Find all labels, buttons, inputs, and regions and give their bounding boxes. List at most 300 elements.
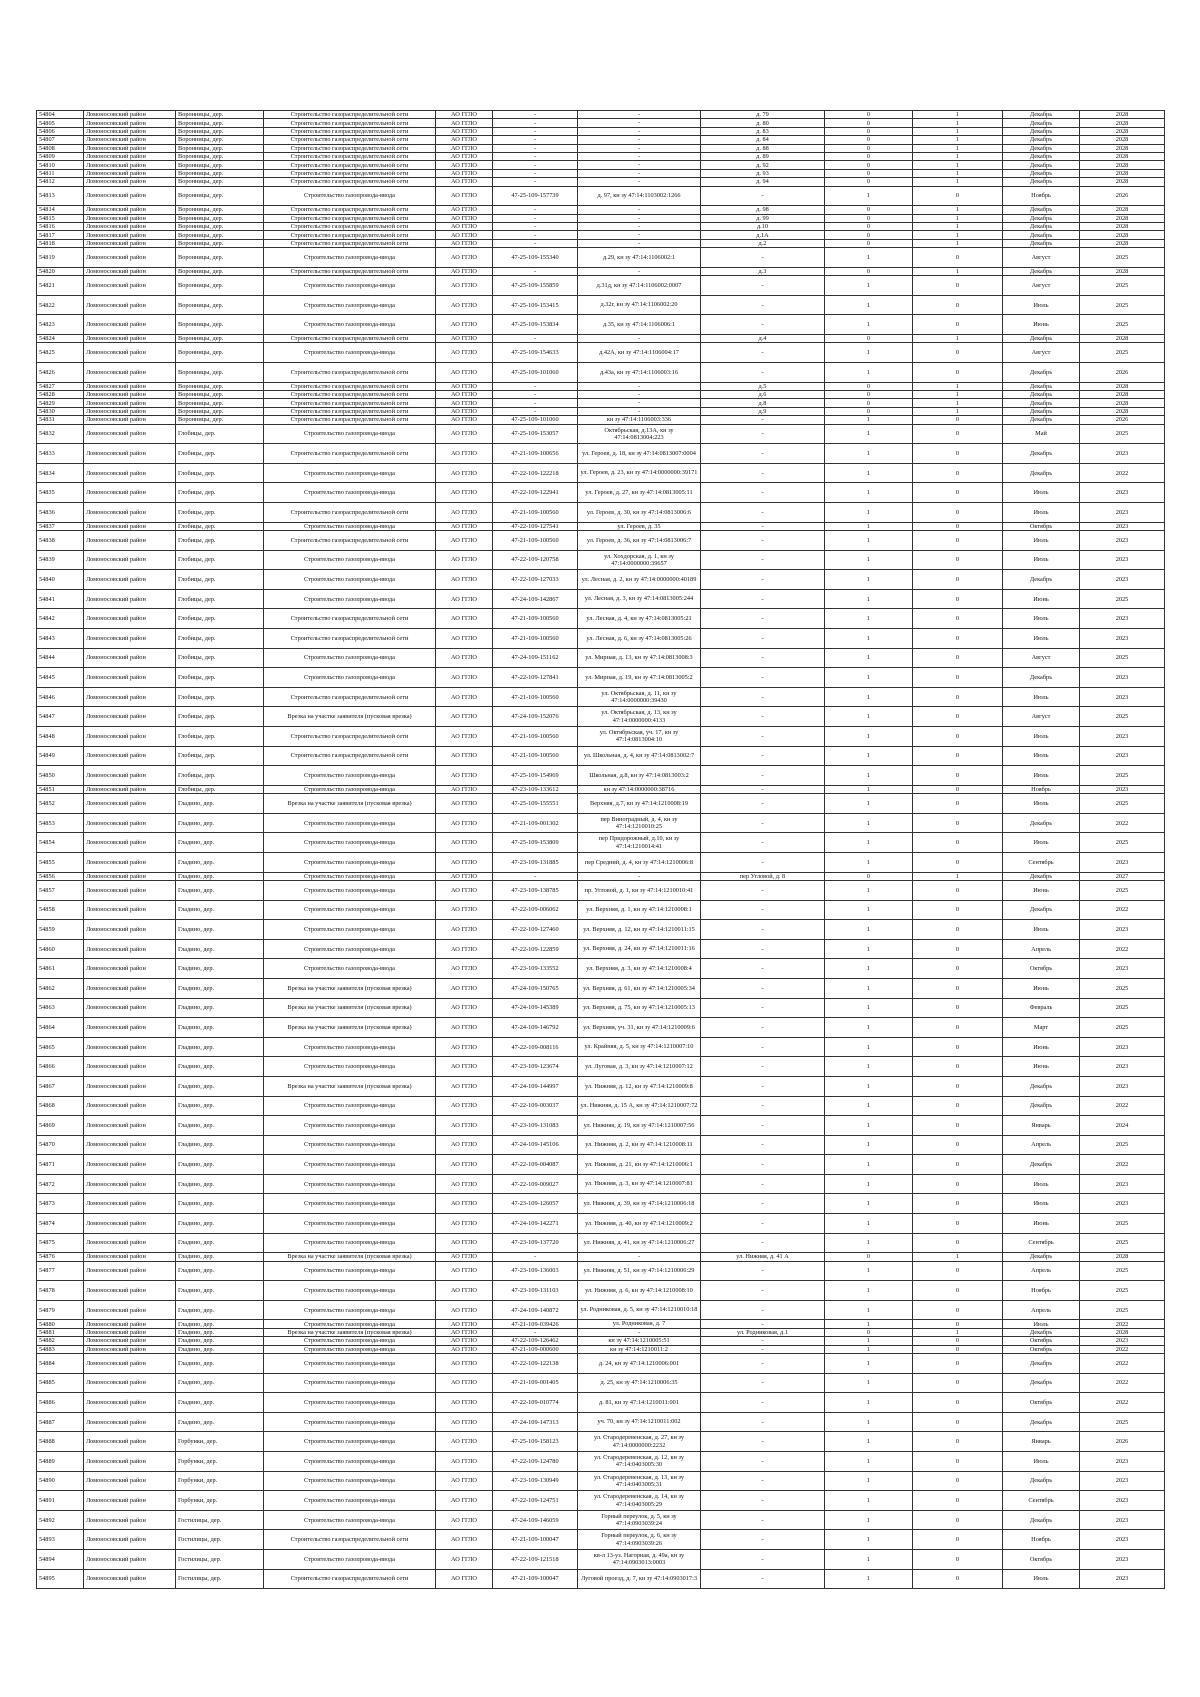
table-row — [37, 629, 1165, 649]
cell-year: 2028 — [1080, 153, 1165, 161]
gasification-schedule-table — [36, 110, 1165, 1589]
cell-cadastral-address: д. 24, кн зу 47:14:1210006:001 — [578, 1354, 701, 1374]
table-row — [37, 206, 1165, 214]
cell-settlement: Гладино, дер. — [176, 852, 264, 872]
cell-flag-a: 1 — [825, 1096, 913, 1116]
cell-cadastral-address: ул. Нижняя, д. 3, кн зу 47:14:1210007:81 — [578, 1174, 701, 1194]
cell-row-number: 54853 — [37, 813, 84, 833]
cell-organization: АО ГГЛО — [436, 463, 493, 483]
cell-district: Ломоносовский район — [84, 1491, 176, 1511]
cell-flag-a: 1 — [825, 589, 913, 609]
cell-year: 2023 — [1080, 1337, 1165, 1345]
cell-work-type: Строительство газораспределительной сети — [264, 153, 436, 161]
cell-address: д. 80 — [701, 119, 825, 127]
cell-flag-b: 0 — [913, 880, 1003, 900]
cell-application-number: 47-21-109-100560 — [493, 629, 578, 649]
cell-cadastral-address: - — [578, 1328, 701, 1336]
cell-flag-b: 0 — [913, 939, 1003, 959]
cell-flag-a: 0 — [825, 391, 913, 399]
table-row — [37, 1281, 1165, 1301]
cell-flag-a: 1 — [825, 1057, 913, 1077]
cell-row-number: 54810 — [37, 161, 84, 169]
cell-month: Июль — [1003, 746, 1080, 766]
cell-address: ул. Нижняя, д. 41 А — [701, 1253, 825, 1261]
cell-settlement: Глобицы, дер. — [176, 707, 264, 727]
cell-row-number: 54821 — [37, 276, 84, 296]
cell-application-number: 47-25-109-153834 — [493, 315, 578, 335]
cell-work-type: Строительство газопровода-ввода — [264, 766, 436, 786]
cell-month: Июнь — [1003, 315, 1080, 335]
cell-cadastral-address: ул. Верхняя, д. 61, кн зу 47:14:1210005:34 — [578, 978, 701, 998]
cell-month: Декабрь — [1003, 153, 1080, 161]
cell-flag-a: 1 — [825, 1320, 913, 1328]
cell-settlement: Воронницы, дер. — [176, 153, 264, 161]
cell-address: д. 89 — [701, 153, 825, 161]
cell-work-type: Строительство газопровода-ввода — [264, 900, 436, 920]
cell-work-type: Строительство газопровода-ввода — [264, 589, 436, 609]
cell-month: Декабрь — [1003, 161, 1080, 169]
cell-address: пер Угловой, д. 8 — [701, 872, 825, 880]
cell-settlement: Глобицы, дер. — [176, 668, 264, 688]
cell-row-number: 54848 — [37, 727, 84, 747]
cell-flag-b: 0 — [913, 1057, 1003, 1077]
cell-year: 2028 — [1080, 335, 1165, 343]
cell-organization: АО ГГЛО — [436, 161, 493, 169]
cell-settlement: Воронницы, дер. — [176, 127, 264, 135]
cell-organization: АО ГГЛО — [436, 1214, 493, 1234]
cell-settlement: Гладино, дер. — [176, 880, 264, 900]
cell-flag-a: 0 — [825, 144, 913, 152]
cell-work-type: Врезка на участке заявителя (пусковая врезка) — [264, 1253, 436, 1261]
cell-organization: АО ГГЛО — [436, 503, 493, 523]
cell-application-number: 47-23-109-131103 — [493, 1281, 578, 1301]
cell-work-type: Строительство газопровода-ввода — [264, 1261, 436, 1281]
cell-work-type: Строительство газораспределительной сети — [264, 687, 436, 707]
cell-flag-a: 1 — [825, 920, 913, 940]
cell-month: Декабрь — [1003, 169, 1080, 177]
cell-row-number: 54825 — [37, 343, 84, 363]
cell-application-number: 47-25-109-101060 — [493, 416, 578, 424]
cell-flag-b: 0 — [913, 315, 1003, 335]
cell-month: Июнь — [1003, 1057, 1080, 1077]
cell-year: 2022 — [1080, 1155, 1165, 1175]
cell-month: Июль — [1003, 609, 1080, 629]
cell-district: Ломоносовский район — [84, 153, 176, 161]
cell-application-number: 47-25-109-155340 — [493, 248, 578, 268]
cell-district: Ломоносовский район — [84, 668, 176, 688]
cell-flag-a: 1 — [825, 687, 913, 707]
cell-district: Ломоносовский район — [84, 407, 176, 415]
cell-district: Ломоносовский район — [84, 1155, 176, 1175]
cell-flag-a: 1 — [825, 1354, 913, 1374]
cell-organization: АО ГГЛО — [436, 407, 493, 415]
cell-address: д. 92 — [701, 161, 825, 169]
cell-address: - — [701, 1116, 825, 1136]
cell-settlement: Гладино, дер. — [176, 1096, 264, 1116]
cell-address: - — [701, 531, 825, 551]
cell-month: Октябрь — [1003, 1550, 1080, 1570]
cell-row-number: 54823 — [37, 315, 84, 335]
cell-application-number: 47-23-109-131885 — [493, 852, 578, 872]
cell-row-number: 54818 — [37, 239, 84, 247]
cell-month: Декабрь — [1003, 1510, 1080, 1530]
cell-flag-a: 1 — [825, 463, 913, 483]
cell-flag-a: 1 — [825, 1530, 913, 1550]
cell-row-number: 54828 — [37, 391, 84, 399]
cell-flag-b: 1 — [913, 119, 1003, 127]
cell-organization: АО ГГЛО — [436, 1530, 493, 1550]
cell-year: 2022 — [1080, 1393, 1165, 1413]
cell-flag-a: 1 — [825, 1018, 913, 1038]
cell-year: 2025 — [1080, 343, 1165, 363]
cell-address: - — [701, 589, 825, 609]
cell-month: Декабрь — [1003, 127, 1080, 135]
table-row — [37, 785, 1165, 793]
cell-year: 2022 — [1080, 939, 1165, 959]
cell-application-number: 47-24-109-146059 — [493, 1510, 578, 1530]
cell-row-number: 54807 — [37, 136, 84, 144]
cell-application-number: 47-22-109-127033 — [493, 570, 578, 590]
cell-settlement: Гладино, дер. — [176, 794, 264, 814]
cell-settlement: Воронницы, дер. — [176, 214, 264, 222]
cell-row-number: 54808 — [37, 144, 84, 152]
cell-month: Октябрь — [1003, 1345, 1080, 1353]
cell-year: 2023 — [1080, 852, 1165, 872]
cell-cadastral-address: - — [578, 382, 701, 390]
cell-work-type: Строительство газораспределительной сети — [264, 727, 436, 747]
table-row — [37, 315, 1165, 335]
cell-year: 2028 — [1080, 214, 1165, 222]
cell-year: 2023 — [1080, 570, 1165, 590]
cell-flag-a: 1 — [825, 1261, 913, 1281]
cell-cadastral-address: ул. Хохдорская, д. 1, кн зу 47:14:0000000:39657 — [578, 550, 701, 570]
cell-work-type: Строительство газопровода-ввода — [264, 295, 436, 315]
cell-organization: АО ГГЛО — [436, 531, 493, 551]
cell-work-type: Строительство газопровода-ввода — [264, 1337, 436, 1345]
cell-flag-a: 1 — [825, 794, 913, 814]
cell-settlement: Гладино, дер. — [176, 920, 264, 940]
cell-settlement: Гостилицы, дер. — [176, 1550, 264, 1570]
cell-flag-b: 0 — [913, 1116, 1003, 1136]
cell-row-number: 54838 — [37, 531, 84, 551]
cell-address: - — [701, 813, 825, 833]
cell-flag-b: 0 — [913, 1337, 1003, 1345]
cell-district: Ломоносовский район — [84, 920, 176, 940]
cell-flag-a: 0 — [825, 382, 913, 390]
cell-month: Июль — [1003, 687, 1080, 707]
cell-row-number: 54874 — [37, 1214, 84, 1234]
cell-work-type: Строительство газопровода-ввода — [264, 1510, 436, 1530]
table-row — [37, 231, 1165, 239]
cell-flag-a: 1 — [825, 315, 913, 335]
cell-month: Апрель — [1003, 1300, 1080, 1320]
cell-organization: АО ГГЛО — [436, 570, 493, 590]
cell-address: - — [701, 852, 825, 872]
cell-application-number: 47-22-109-124751 — [493, 1491, 578, 1511]
cell-cadastral-address: - — [578, 223, 701, 231]
cell-work-type: Строительство газораспределительной сети — [264, 136, 436, 144]
cell-application-number: 47-21-109-001405 — [493, 1373, 578, 1393]
cell-month: Декабрь — [1003, 178, 1080, 186]
cell-organization: АО ГГЛО — [436, 1337, 493, 1345]
cell-address: - — [701, 1337, 825, 1345]
cell-flag-b: 0 — [913, 1510, 1003, 1530]
cell-district: Ломоносовский район — [84, 978, 176, 998]
cell-address: - — [701, 315, 825, 335]
cell-year: 2023 — [1080, 1076, 1165, 1096]
cell-application-number: 47-22-109-127460 — [493, 920, 578, 940]
cell-work-type: Строительство газопровода-ввода — [264, 1037, 436, 1057]
cell-year: 2023 — [1080, 687, 1165, 707]
cell-district: Ломоносовский район — [84, 169, 176, 177]
cell-settlement: Гостилицы, дер. — [176, 1569, 264, 1589]
cell-district: Ломоносовский район — [84, 1510, 176, 1530]
cell-row-number: 54806 — [37, 127, 84, 135]
cell-work-type: Врезка на участке заявителя (пусковая врезка) — [264, 978, 436, 998]
cell-flag-b: 0 — [913, 1354, 1003, 1374]
cell-settlement: Воронницы, дер. — [176, 248, 264, 268]
cell-row-number: 54837 — [37, 522, 84, 530]
cell-cadastral-address: - — [578, 178, 701, 186]
cell-cadastral-address: ул. Нижняя, д. 6, кн зу 47:14:1210008:10 — [578, 1281, 701, 1301]
table-row — [37, 978, 1165, 998]
cell-flag-b: 0 — [913, 648, 1003, 668]
cell-flag-b: 1 — [913, 178, 1003, 186]
cell-application-number: 47-22-109-127541 — [493, 522, 578, 530]
cell-address: д.2 — [701, 239, 825, 247]
cell-cadastral-address: - — [578, 335, 701, 343]
cell-organization: АО ГГЛО — [436, 214, 493, 222]
cell-year: 2025 — [1080, 1281, 1165, 1301]
cell-organization: АО ГГЛО — [436, 872, 493, 880]
cell-row-number: 54805 — [37, 119, 84, 127]
cell-settlement: Глобицы, дер. — [176, 766, 264, 786]
cell-organization: АО ГГЛО — [436, 382, 493, 390]
cell-year: 2028 — [1080, 161, 1165, 169]
cell-flag-b: 0 — [913, 343, 1003, 363]
cell-row-number: 54809 — [37, 153, 84, 161]
table-row — [37, 1432, 1165, 1452]
table-row — [37, 852, 1165, 872]
cell-organization: АО ГГЛО — [436, 399, 493, 407]
cell-month: Апрель — [1003, 1261, 1080, 1281]
cell-row-number: 54873 — [37, 1194, 84, 1214]
cell-organization: АО ГГЛО — [436, 998, 493, 1018]
cell-cadastral-address: - — [578, 231, 701, 239]
cell-district: Ломоносовский район — [84, 813, 176, 833]
cell-application-number: - — [493, 267, 578, 275]
cell-settlement: Глобицы, дер. — [176, 687, 264, 707]
cell-cadastral-address: ул. Героев, д. 35 — [578, 522, 701, 530]
cell-application-number: 47-22-109-008116 — [493, 1037, 578, 1057]
cell-district: Ломоносовский район — [84, 223, 176, 231]
table-row — [37, 794, 1165, 814]
cell-district: Ломоносовский район — [84, 570, 176, 590]
cell-flag-b: 0 — [913, 550, 1003, 570]
cell-year: 2028 — [1080, 239, 1165, 247]
cell-year: 2025 — [1080, 707, 1165, 727]
cell-district: Ломоносовский район — [84, 382, 176, 390]
cell-flag-b: 0 — [913, 295, 1003, 315]
cell-month: Декабрь — [1003, 391, 1080, 399]
cell-month: Июль — [1003, 531, 1080, 551]
cell-work-type: Строительство газопровода-ввода — [264, 785, 436, 793]
cell-flag-b: 0 — [913, 959, 1003, 979]
cell-organization: АО ГГЛО — [436, 444, 493, 464]
cell-row-number: 54864 — [37, 1018, 84, 1038]
cell-year: 2028 — [1080, 223, 1165, 231]
cell-work-type: Врезка на участке заявителя (пусковая врезка) — [264, 794, 436, 814]
cell-settlement: Глобицы, дер. — [176, 609, 264, 629]
cell-settlement: Гладино, дер. — [176, 1135, 264, 1155]
cell-address: ул. Родниковая, д.1 — [701, 1328, 825, 1336]
cell-settlement: Горбунки, дер. — [176, 1452, 264, 1472]
table-row — [37, 522, 1165, 530]
cell-flag-a: 1 — [825, 483, 913, 503]
cell-application-number: - — [493, 178, 578, 186]
cell-application-number: 47-24-109-145389 — [493, 998, 578, 1018]
cell-application-number: - — [493, 223, 578, 231]
cell-month: Август — [1003, 343, 1080, 363]
cell-address: - — [701, 629, 825, 649]
cell-organization: АО ГГЛО — [436, 424, 493, 444]
cell-row-number: 54892 — [37, 1510, 84, 1530]
cell-application-number: - — [493, 214, 578, 222]
cell-settlement: Глобицы, дер. — [176, 444, 264, 464]
cell-settlement: Глобицы, дер. — [176, 727, 264, 747]
cell-flag-a: 0 — [825, 223, 913, 231]
cell-month: Декабрь — [1003, 407, 1080, 415]
cell-month: Декабрь — [1003, 416, 1080, 424]
cell-row-number: 54815 — [37, 214, 84, 222]
cell-flag-b: 0 — [913, 998, 1003, 1018]
cell-district: Ломоносовский район — [84, 424, 176, 444]
table-row — [37, 1550, 1165, 1570]
cell-flag-b: 1 — [913, 206, 1003, 214]
cell-row-number: 54812 — [37, 178, 84, 186]
cell-organization: АО ГГЛО — [436, 766, 493, 786]
cell-flag-b: 0 — [913, 1037, 1003, 1057]
cell-flag-b: 0 — [913, 766, 1003, 786]
cell-settlement: Воронницы, дер. — [176, 161, 264, 169]
cell-application-number: 47-22-109-009027 — [493, 1174, 578, 1194]
cell-district: Ломоносовский район — [84, 1337, 176, 1345]
cell-cadastral-address: д.31д, кн зу 47:14:1106002:0007 — [578, 276, 701, 296]
cell-year: 2023 — [1080, 609, 1165, 629]
cell-year: 2023 — [1080, 1491, 1165, 1511]
cell-year: 2026 — [1080, 186, 1165, 206]
cell-district: Ломоносовский район — [84, 1300, 176, 1320]
cell-row-number: 54847 — [37, 707, 84, 727]
cell-application-number: 47-23-109-136003 — [493, 1261, 578, 1281]
cell-work-type: Врезка на участке заявителя (пусковая врезка) — [264, 1018, 436, 1038]
cell-flag-a: 1 — [825, 248, 913, 268]
cell-month: Ноябрь — [1003, 785, 1080, 793]
cell-row-number: 54865 — [37, 1037, 84, 1057]
cell-cadastral-address: Горный переулок, д. 5, кн зу 47:14:0903039:24 — [578, 1510, 701, 1530]
cell-address: - — [701, 746, 825, 766]
cell-organization: АО ГГЛО — [436, 136, 493, 144]
cell-row-number: 54822 — [37, 295, 84, 315]
cell-organization: АО ГГЛО — [436, 813, 493, 833]
cell-year: 2023 — [1080, 668, 1165, 688]
cell-flag-a: 0 — [825, 399, 913, 407]
cell-district: Ломоносовский район — [84, 589, 176, 609]
cell-organization: АО ГГЛО — [436, 1116, 493, 1136]
cell-organization: АО ГГЛО — [436, 223, 493, 231]
cell-organization: АО ГГЛО — [436, 794, 493, 814]
cell-address: д. 88 — [701, 144, 825, 152]
cell-application-number: 47-21-109-039426 — [493, 1320, 578, 1328]
cell-year: 2028 — [1080, 144, 1165, 152]
cell-organization: АО ГГЛО — [436, 1510, 493, 1530]
cell-cadastral-address: ул. Стародеревенская, д. 27, кн зу 47:14:0000000:2232 — [578, 1432, 701, 1452]
cell-district: Ломоносовский район — [84, 1412, 176, 1432]
cell-year: 2028 — [1080, 136, 1165, 144]
cell-cadastral-address: - — [578, 267, 701, 275]
cell-month: Декабрь — [1003, 1096, 1080, 1116]
cell-settlement: Гладино, дер. — [176, 1214, 264, 1234]
cell-settlement: Глобицы, дер. — [176, 463, 264, 483]
cell-work-type: Строительство газопровода-ввода — [264, 939, 436, 959]
cell-cadastral-address: ул. Нижняя, д. 21, кн зу 47:14:1210006:1 — [578, 1155, 701, 1175]
cell-month: Июнь — [1003, 1037, 1080, 1057]
cell-district: Ломоносовский район — [84, 214, 176, 222]
cell-organization: АО ГГЛО — [436, 629, 493, 649]
cell-flag-a: 1 — [825, 1550, 913, 1570]
cell-flag-b: 0 — [913, 978, 1003, 998]
cell-address: - — [701, 687, 825, 707]
cell-flag-b: 1 — [913, 144, 1003, 152]
cell-cadastral-address: ул. Стародеревенская, д. 12, кн зу 47:14:0403005:30 — [578, 1452, 701, 1472]
cell-work-type: Строительство газораспределительной сети — [264, 267, 436, 275]
cell-organization: АО ГГЛО — [436, 335, 493, 343]
table-row — [37, 239, 1165, 247]
cell-organization: АО ГГЛО — [436, 668, 493, 688]
cell-row-number: 54855 — [37, 852, 84, 872]
cell-settlement: Гладино, дер. — [176, 900, 264, 920]
cell-settlement: Гладино, дер. — [176, 1373, 264, 1393]
cell-application-number: 47-22-109-122218 — [493, 463, 578, 483]
cell-district: Ломоносовский район — [84, 766, 176, 786]
cell-work-type: Строительство газораспределительной сети — [264, 231, 436, 239]
cell-row-number: 54875 — [37, 1233, 84, 1253]
cell-year: 2023 — [1080, 629, 1165, 649]
cell-address: д. 98 — [701, 206, 825, 214]
cell-cadastral-address: - — [578, 136, 701, 144]
cell-flag-b: 0 — [913, 248, 1003, 268]
cell-row-number: 54860 — [37, 939, 84, 959]
cell-address: д.6 — [701, 391, 825, 399]
cell-address: - — [701, 648, 825, 668]
cell-settlement: Гладино, дер. — [176, 1328, 264, 1336]
cell-settlement: Воронницы, дер. — [176, 136, 264, 144]
cell-work-type: Строительство газопровода-ввода — [264, 668, 436, 688]
cell-district: Ломоносовский район — [84, 1037, 176, 1057]
cell-address: - — [701, 1194, 825, 1214]
table-row — [37, 1253, 1165, 1261]
table-row — [37, 161, 1165, 169]
table-row — [37, 1233, 1165, 1253]
cell-district: Ломоносовский район — [84, 1471, 176, 1491]
cell-application-number: - — [493, 206, 578, 214]
cell-flag-b: 0 — [913, 1412, 1003, 1432]
table-row — [37, 1569, 1165, 1589]
cell-settlement: Воронницы, дер. — [176, 276, 264, 296]
cell-flag-a: 0 — [825, 267, 913, 275]
cell-address: - — [701, 1471, 825, 1491]
cell-organization: АО ГГЛО — [436, 363, 493, 383]
